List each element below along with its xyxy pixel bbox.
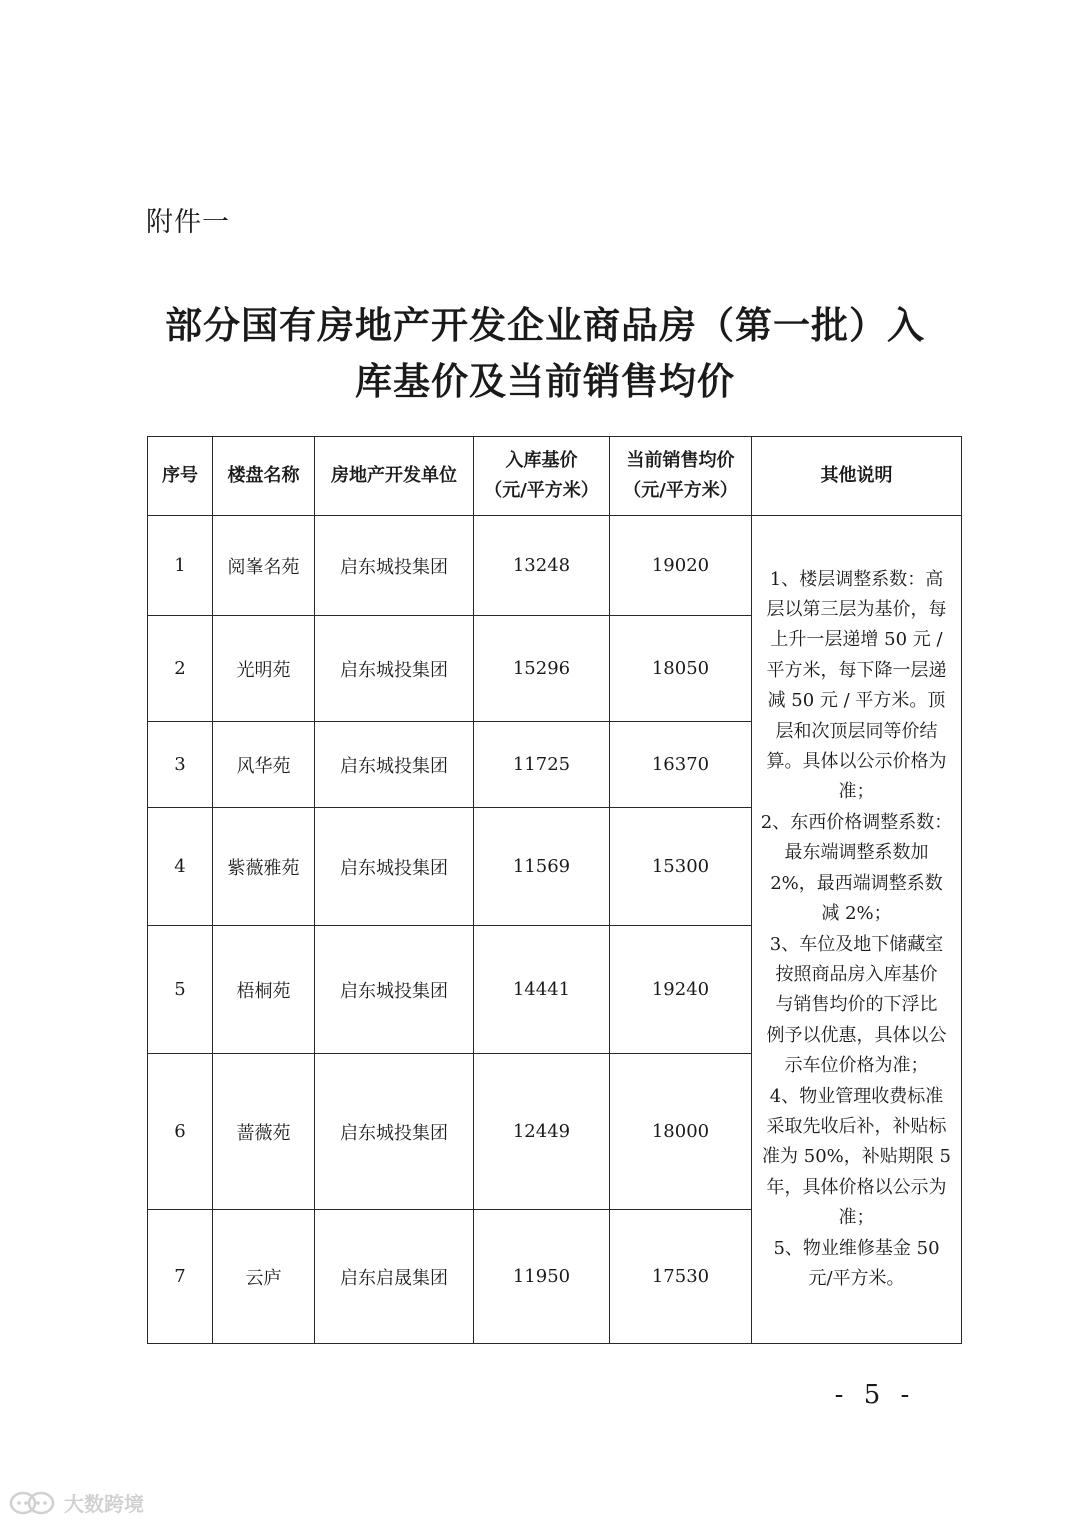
header-sale-price bbox=[610, 437, 752, 516]
cell-base-price: 11725 bbox=[474, 722, 610, 808]
cell-project-name: 云庐 bbox=[213, 1210, 315, 1344]
note-line: 算。具体以公示价格为 bbox=[766, 751, 947, 773]
note-line: 5、物业维修基金 50 bbox=[773, 1237, 940, 1259]
cell-developer: 启东启晟集团 bbox=[315, 1210, 474, 1344]
cell-sale-price: 18000 bbox=[610, 1054, 752, 1210]
cell-index: 7 bbox=[148, 1210, 213, 1344]
note-line: 元/平方米。 bbox=[808, 1267, 905, 1289]
price-table bbox=[147, 436, 962, 1344]
cell-index: 6 bbox=[148, 1054, 213, 1210]
cell-project-name: 光明苑 bbox=[213, 616, 315, 722]
header-project-name: 楼盘名称 bbox=[213, 437, 315, 516]
watermark bbox=[8, 1488, 144, 1517]
cell-index: 3 bbox=[148, 722, 213, 808]
header-sale-price-unit: （元/平方米） bbox=[623, 480, 738, 501]
note-line: 3、车位及地下储藏室 bbox=[769, 933, 944, 955]
cell-index: 4 bbox=[148, 808, 213, 926]
note-line: 层和次顶层同等价结 bbox=[775, 720, 938, 742]
cell-index: 1 bbox=[148, 516, 213, 616]
note-line: 4、物业管理收费标准 bbox=[769, 1085, 944, 1107]
note-line: 采取先收后补，补贴标 bbox=[766, 1115, 947, 1137]
cell-developer: 启东城投集团 bbox=[315, 1054, 474, 1210]
header-base-price-unit: （元/平方米） bbox=[484, 480, 599, 501]
cell-developer: 启东城投集团 bbox=[315, 516, 474, 616]
note-line: 2%，最西端调整系数 bbox=[770, 872, 943, 894]
note-line: 减 2%； bbox=[821, 903, 892, 925]
header-index: 序号 bbox=[148, 437, 213, 516]
cell-base-price: 14441 bbox=[474, 926, 610, 1054]
note-line: 2、东西价格调整系数： bbox=[760, 811, 953, 833]
cell-developer: 启东城投集团 bbox=[315, 808, 474, 926]
cell-sale-price: 16370 bbox=[610, 722, 752, 808]
cell-base-price: 12449 bbox=[474, 1054, 610, 1210]
chat-bubbles-logo-icon bbox=[8, 1490, 58, 1516]
cell-developer: 启东城投集团 bbox=[315, 722, 474, 808]
cell-index: 2 bbox=[148, 616, 213, 722]
document-title bbox=[140, 298, 950, 410]
cell-base-price: 13248 bbox=[474, 516, 610, 616]
note-line: 例予以优惠，具体以公 bbox=[766, 1024, 947, 1046]
cell-base-price: 11569 bbox=[474, 808, 610, 926]
attachment-label: 附件一 bbox=[146, 207, 230, 238]
note-line: 与销售均价的下浮比 bbox=[775, 994, 938, 1016]
header-base-price-title: 入库基价 bbox=[505, 450, 578, 471]
cell-sale-price: 17530 bbox=[610, 1210, 752, 1344]
cell-developer: 启东城投集团 bbox=[315, 616, 474, 722]
watermark-text: 大数跨境 bbox=[64, 1492, 144, 1516]
table-header-row bbox=[148, 437, 962, 516]
cell-base-price: 15296 bbox=[474, 616, 610, 722]
cell-sale-price: 18050 bbox=[610, 616, 752, 722]
page-number: - 5 - bbox=[834, 1380, 916, 1410]
header-base-price bbox=[474, 437, 610, 516]
note-line: 年，具体价格以公示为 bbox=[766, 1176, 947, 1198]
note-line: 准为 50%，补贴期限 5 bbox=[762, 1146, 951, 1168]
cell-project-name: 蔷薇苑 bbox=[213, 1054, 315, 1210]
note-line: 按照商品房入库基价 bbox=[775, 963, 938, 985]
cell-project-name: 阅峯名苑 bbox=[213, 516, 315, 616]
note-line: 层以第三层为基价，每 bbox=[766, 599, 947, 621]
note-line: 上升一层递增 50 元 / bbox=[770, 629, 943, 651]
cell-sale-price: 15300 bbox=[610, 808, 752, 926]
note-line: 平方米，每下降一层递 bbox=[766, 659, 947, 681]
cell-index: 5 bbox=[148, 926, 213, 1054]
cell-project-name: 梧桐苑 bbox=[213, 926, 315, 1054]
header-notes: 其他说明 bbox=[752, 437, 962, 516]
header-sale-price-title: 当前销售均价 bbox=[626, 450, 735, 471]
note-line: 减 50 元 / 平方米。顶 bbox=[767, 690, 946, 712]
note-line: 1、楼层调整系数：高 bbox=[769, 568, 944, 590]
document-title-line-1: 部分国有房地产开发企业商品房（第一批）入 bbox=[165, 304, 925, 347]
note-line: 准； bbox=[838, 1207, 875, 1229]
table-row bbox=[148, 516, 962, 616]
note-line: 示车位价格为准； bbox=[784, 1055, 929, 1077]
cell-sale-price: 19240 bbox=[610, 926, 752, 1054]
note-line: 准； bbox=[838, 781, 875, 803]
cell-project-name: 风华苑 bbox=[213, 722, 315, 808]
cell-sale-price: 19020 bbox=[610, 516, 752, 616]
cell-project-name: 紫薇雅苑 bbox=[213, 808, 315, 926]
cell-base-price: 11950 bbox=[474, 1210, 610, 1344]
header-developer: 房地产开发单位 bbox=[315, 437, 474, 516]
notes-cell bbox=[752, 516, 962, 1344]
document-title-line-2: 库基价及当前销售均价 bbox=[355, 360, 735, 403]
note-line: 最东端调整系数加 bbox=[784, 842, 929, 864]
cell-developer: 启东城投集团 bbox=[315, 926, 474, 1054]
